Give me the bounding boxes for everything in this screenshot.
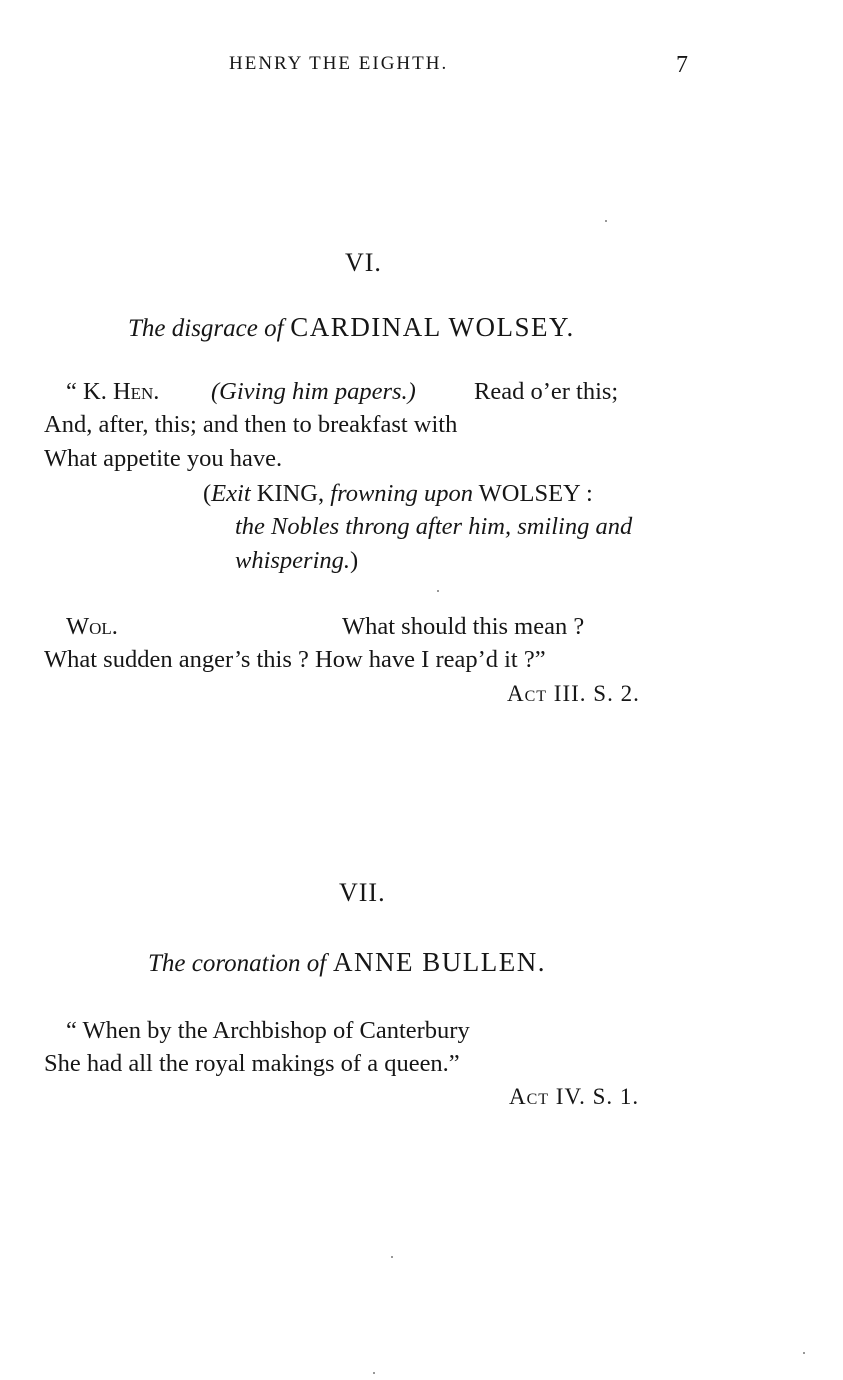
heading-prefix: The disgrace of	[128, 315, 284, 342]
verse-line: And, after, this; and then to breakfast with	[44, 411, 458, 438]
stage-direction: (Exit KING, frowning upon WOLSEY :	[203, 480, 593, 507]
scan-speck	[605, 220, 607, 222]
stage-direction: whispering.)	[235, 547, 359, 574]
scan-speck	[391, 1256, 393, 1258]
scan-speck	[437, 590, 439, 592]
stage-direction: the Nobles throng after him, smiling and	[235, 513, 633, 540]
page-number: 7	[676, 52, 688, 78]
verse-line: What appetite you have.	[44, 445, 283, 472]
running-title: HENRY THE EIGHTH.	[229, 53, 449, 74]
heading-name: ANNE BULLEN.	[333, 947, 546, 977]
scan-speck	[803, 1352, 805, 1354]
speaker-name: Wol.	[66, 613, 118, 640]
verse-line: Read o’er this;	[474, 378, 619, 405]
verse-line: “ When by the Archbishop of Canterbury	[66, 1017, 470, 1044]
speaker-name: K. Hen.	[83, 378, 160, 405]
heading-prefix: The coronation of	[148, 950, 327, 977]
open-quote: “	[66, 378, 77, 405]
stage-direction-inline: (Giving him papers.)	[211, 378, 416, 405]
scan-speck	[373, 1372, 375, 1374]
verse-line: What sudden anger’s this ? How have I reap’d it ?”	[44, 646, 546, 673]
act-scene-citation: Act III. S. 2.	[507, 681, 640, 706]
verse-line	[66, 380, 159, 405]
verse-line: She had all the royal makings of a queen.”	[44, 1050, 460, 1077]
section-heading-vi	[128, 314, 575, 341]
verse-line: What should this mean ?	[342, 613, 585, 640]
section-heading-vii	[148, 949, 546, 976]
section-numeral-vii: VII.	[339, 878, 386, 907]
act-scene-citation: Act IV. S. 1.	[509, 1084, 640, 1109]
section-numeral-vi: VI.	[345, 248, 382, 277]
heading-name: CARDINAL WOLSEY.	[290, 312, 575, 342]
